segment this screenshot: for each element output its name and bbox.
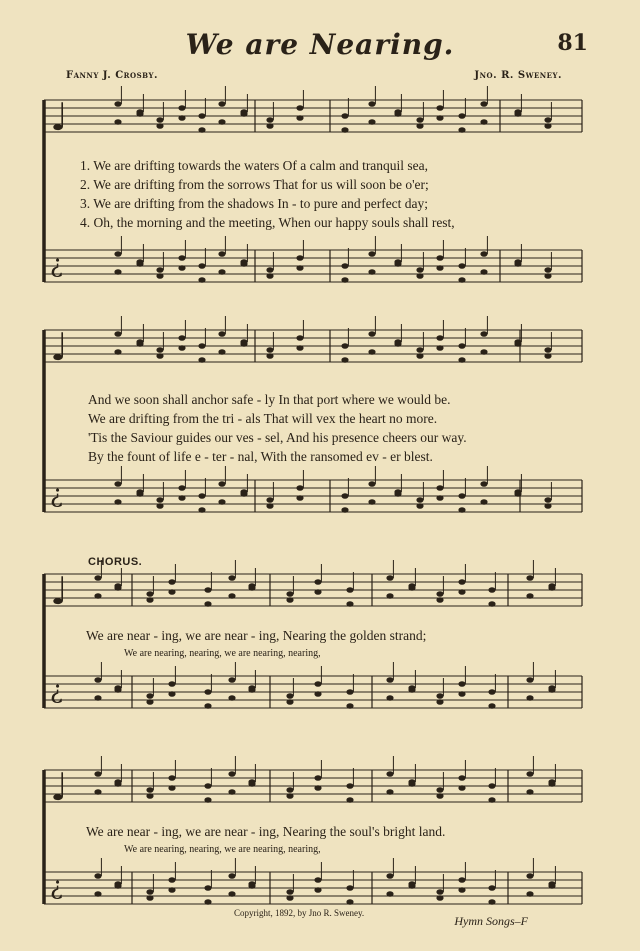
system-2-treble-note [394,341,401,347]
system-3-treble-note [248,585,255,591]
system-2-treble-note [266,347,273,353]
system-2-bass-clef: ¿ [50,480,63,508]
system-4-treble-note [204,797,211,803]
system-3-treble-note [386,593,393,599]
system-3-treble-note [548,585,555,591]
system-2-bass-note [436,485,443,491]
chorus-label: CHORUS. [88,556,143,568]
system-1-treble-note [480,101,487,107]
system-2-bass-note [240,491,247,497]
system-4-treble-note [94,771,101,777]
system-4-treble-note [204,783,211,789]
system-3-treble-note [526,575,533,581]
system-1-bass-note [341,263,348,269]
system-2-bass-note [296,495,303,501]
system-1-bass-note [458,263,465,269]
system-2-treble-note [240,341,247,347]
system-4-treble-note [168,785,175,791]
system-2-treble-note [368,331,375,337]
system-3-bass-note [204,703,211,709]
system-1-bass-note [156,267,163,273]
system-3-bass-note [436,699,443,705]
system-4-bass-note [346,899,353,905]
system-1-treble-note [436,115,443,121]
system-1-treble-note [514,111,521,117]
system-1-treble-note [266,117,273,123]
system-1-treble-note [136,111,143,117]
system-4-bass-note [386,891,393,897]
system-1-bass-note [178,265,185,271]
system-1-bass-note [296,255,303,261]
system-1-treble-note [198,127,205,133]
system-4-bass-note [168,887,175,893]
system-1-treble-note [436,105,443,111]
system-2-treble-clef: ♩ [50,325,68,369]
system-1-treble-note [156,123,163,129]
system-1-bass-note [436,265,443,271]
system-1-bass-clef: ¿ [50,250,63,278]
verse-1-line-2: And we soon shall anchor safe - ly In that port where we would be. [88,392,451,407]
system-3-bass-note [458,681,465,687]
system-3-bass-note [248,687,255,693]
copyright-notice: Copyright, 1892, by Jno R. Sweney. [234,908,365,918]
verse-1-line-1: 1. We are drifting towards the waters Of a calm and tranquil sea, [80,158,429,173]
system-2-bass-note [114,499,121,505]
chorus-line-2-bass: We are nearing, nearing, we are nearing, nearing, [124,844,321,855]
chorus-line-1-bass: We are nearing, nearing, we are nearing, nearing, [124,648,321,659]
system-3-treble-note [204,587,211,593]
system-4-treble-note [408,781,415,787]
system-1-treble-note [296,105,303,111]
system-2-bass-note [266,503,273,509]
system-4-bass-note [526,891,533,897]
system-2-bass-note [156,497,163,503]
system-1-treble-note [341,113,348,119]
system-2-treble-note [178,345,185,351]
system-1-bass-note [114,251,121,257]
system-3-treble-note [458,589,465,595]
system-1-treble-note [480,119,487,125]
system-4-bass-note [228,873,235,879]
system-4-bass-note [488,899,495,905]
system-3-bass-note [436,693,443,699]
system-1-treble-clef: ♩ [50,95,68,139]
system-2-treble-note [178,335,185,341]
composer-credit: Jno. R. Sweney. [474,70,562,81]
system-3-bass-note [458,691,465,697]
system-4-bass-note [168,877,175,883]
system-4-treble-note [314,785,321,791]
system-1-treble-note [458,127,465,133]
system-3-treble-note [286,597,293,603]
hymn-title: We are Nearing. [185,28,455,61]
system-3-treble-note [228,593,235,599]
system-2-bass-note [341,507,348,513]
system-4-bass-note [548,883,555,889]
system-3-treble-note [488,601,495,607]
system-2-treble-note [156,347,163,353]
system-3-treble-note [94,575,101,581]
system-3-bass-note [346,689,353,695]
system-1-treble-note [544,117,551,123]
system-4-treble-note [386,771,393,777]
system-1-treble-note [114,101,121,107]
system-2-treble-note [416,347,423,353]
system-4-treble-note [548,781,555,787]
system-1-bass-note [266,267,273,273]
system-1-bass-note [544,267,551,273]
system-4-bass-note [228,891,235,897]
system-2-bass-note [296,485,303,491]
system-3-treble-note [458,579,465,585]
system-1-bass-note [156,273,163,279]
system-2-treble-note [514,341,521,347]
system-3-treble-clef: ♩ [50,569,68,613]
system-1-treble-note [114,119,121,125]
system-2-treble-note [368,349,375,355]
system-4-treble-note [458,775,465,781]
system-1-bass-note [514,261,521,267]
system-2-treble-note [416,353,423,359]
verse-4-line-2: By the fount of life e - ter - nal, With the ransomed ev - er blest. [88,449,433,464]
system-4-treble-note [346,783,353,789]
system-3-treble-note [146,597,153,603]
system-3-bass-note [286,699,293,705]
system-1-bass-note [114,269,121,275]
system-4-treble-note [248,781,255,787]
system-1-treble-note [544,123,551,129]
system-1-treble-note [394,111,401,117]
system-2-treble-note [458,343,465,349]
author-credit: Fanny J. Crosby. [66,70,158,81]
system-3-treble-note [314,589,321,595]
system-3-treble-note [436,591,443,597]
system-2-bass-note [416,503,423,509]
system-2-bass-note [178,495,185,501]
system-2-bass-note [218,481,225,487]
system-4-treble-note [386,789,393,795]
system-1-treble-note [416,117,423,123]
system-3-bass-note [286,693,293,699]
system-3-bass-note [526,695,533,701]
system-4-treble-note [168,775,175,781]
system-3-bass-note [228,695,235,701]
system-1-bass-note [136,261,143,267]
system-1-treble-note [198,113,205,119]
system-4-bass-note [286,889,293,895]
system-1-treble-note [178,105,185,111]
system-4-treble-note [488,797,495,803]
system-4-bass-note [114,883,121,889]
system-1-treble-note [218,119,225,125]
system-2-bass-note [544,497,551,503]
system-3-treble-note [346,601,353,607]
system-3-bass-note [204,689,211,695]
system-4-bass-clef: ¿ [50,872,63,900]
system-4-treble-note [526,789,533,795]
system-2-bass-note [368,481,375,487]
system-3-treble-note [436,597,443,603]
system-4-bass-note [346,885,353,891]
system-4-treble-clef: ♩ [50,765,68,809]
system-4-treble-note [114,781,121,787]
verse-3-line-1: 3. We are drifting from the shadows In - to pure and perfect day; [80,196,429,211]
system-3-treble-note [314,579,321,585]
system-2-treble-note [218,331,225,337]
system-1-bass-note [240,261,247,267]
system-3-bass-note [146,693,153,699]
system-2-treble-note [114,331,121,337]
system-3-bass-note [526,677,533,683]
system-3-treble-note [526,593,533,599]
system-1-bass-note [266,273,273,279]
system-4-treble-note [526,771,533,777]
system-2-treble-note [341,357,348,363]
system-4-treble-note [436,793,443,799]
system-1-bass-note [416,267,423,273]
system-2-bass-note [480,499,487,505]
system-2-bass-note [266,497,273,503]
verse-2-line-1: 2. We are drifting from the sorrows That for us will soon be o'er; [80,177,429,192]
system-2-treble-note [114,349,121,355]
system-3-bass-note [114,687,121,693]
system-4-treble-note [314,775,321,781]
system-1-treble-note [266,123,273,129]
system-4-bass-note [94,891,101,897]
system-4-bass-note [146,895,153,901]
system-3-bass-note [94,695,101,701]
system-4-bass-note [248,883,255,889]
system-2-bass-note [218,499,225,505]
system-4-treble-note [228,789,235,795]
system-1-treble-note [416,123,423,129]
system-2-treble-note [198,343,205,349]
system-2-bass-note [544,503,551,509]
system-3-treble-note [204,601,211,607]
system-2-bass-note [458,507,465,513]
system-3-bass-note [314,681,321,687]
system-4-bass-note [204,885,211,891]
system-2-bass-note [198,493,205,499]
system-2-bass-note [458,493,465,499]
system-1-treble-note [368,101,375,107]
system-2-bass-note [368,499,375,505]
system-4-bass-note [386,873,393,879]
system-3-bass-note [488,689,495,695]
system-3-treble-note [146,591,153,597]
chorus-line-1: We are near - ing, we are near - ing, Nearing the golden strand; [86,628,427,643]
system-4-treble-note [146,793,153,799]
system-3-bass-note [168,681,175,687]
system-4-bass-note [526,873,533,879]
system-4-treble-note [228,771,235,777]
system-3-bass-note [314,691,321,697]
system-2-bass-note [136,491,143,497]
system-2-treble-note [480,349,487,355]
system-1-bass-note [341,277,348,283]
system-2-bass-note [416,497,423,503]
system-2-treble-note [436,345,443,351]
system-1-treble-note [296,115,303,121]
system-3-treble-note [228,575,235,581]
system-4-bass-note [458,887,465,893]
system-3-treble-note [488,587,495,593]
system-2-treble-note [436,335,443,341]
system-1-bass-note [218,269,225,275]
system-1-bass-note [296,265,303,271]
verse-2-line-2: We are drifting from the tri - als That will vex the heart no more. [88,411,438,426]
system-1-bass-note [416,273,423,279]
system-4-bass-note [94,873,101,879]
system-1-bass-note [198,277,205,283]
system-3-bass-note [168,691,175,697]
system-3-treble-note [168,589,175,595]
system-1-bass-note [480,269,487,275]
verse-3-line-2: 'Tis the Saviour guides our ves - sel, And his presence cheers our way. [88,430,467,445]
page-number: 81 [557,30,588,56]
system-1-bass-note [544,273,551,279]
system-1-bass-note [368,251,375,257]
system-2-bass-note [198,507,205,513]
system-2-treble-note [296,345,303,351]
system-2-bass-note [341,493,348,499]
system-1-bass-note [394,261,401,267]
system-1-bass-note [458,277,465,283]
system-2-bass-note [394,491,401,497]
hymnbook-mark: Hymn Songs–F [454,914,528,928]
system-3-bass-note [94,677,101,683]
system-3-bass-note [548,687,555,693]
system-4-treble-note [146,787,153,793]
system-1-treble-note [178,115,185,121]
system-2-treble-note [136,341,143,347]
system-4-bass-note [458,877,465,883]
system-1-bass-note [436,255,443,261]
system-1-bass-note [480,251,487,257]
system-2-treble-note [544,347,551,353]
system-3-treble-note [168,579,175,585]
system-1-treble-note [156,117,163,123]
system-4-treble-note [286,787,293,793]
system-2-treble-note [341,343,348,349]
system-2-treble-note [458,357,465,363]
system-1-treble-note [240,111,247,117]
system-3-treble-note [386,575,393,581]
system-4-bass-note [314,877,321,883]
system-4-bass-note [314,887,321,893]
system-4-bass-note [146,889,153,895]
system-4-treble-note [488,783,495,789]
system-2-treble-note [480,331,487,337]
system-3-bass-note [386,695,393,701]
system-2-bass-note [114,481,121,487]
system-3-bass-clef: ¿ [50,676,63,704]
chorus-line-2: We are near - ing, we are near - ing, Nearing the soul's bright land. [86,824,446,839]
system-2-treble-note [156,353,163,359]
system-4-treble-note [94,789,101,795]
system-3-bass-note [408,687,415,693]
system-2-treble-note [198,357,205,363]
system-1-bass-note [178,255,185,261]
system-1-treble-note [368,119,375,125]
system-3-bass-note [346,703,353,709]
system-2-treble-note [296,335,303,341]
system-3-treble-note [94,593,101,599]
system-4-treble-note [436,787,443,793]
system-3-bass-note [146,699,153,705]
system-2-bass-note [480,481,487,487]
system-2-bass-note [514,491,521,497]
system-4-bass-note [204,899,211,905]
system-3-treble-note [114,585,121,591]
system-2-bass-note [436,495,443,501]
system-1-bass-note [198,263,205,269]
system-3-bass-note [488,703,495,709]
system-2-bass-note [178,485,185,491]
system-4-bass-note [408,883,415,889]
system-4-bass-note [488,885,495,891]
verse-4-line-1: 4. Oh, the morning and the meeting, When our happy souls shall rest, [80,215,455,230]
system-3-bass-note [386,677,393,683]
system-2-treble-note [544,353,551,359]
system-3-treble-note [346,587,353,593]
system-4-bass-note [436,895,443,901]
system-1-bass-note [218,251,225,257]
system-2-treble-note [218,349,225,355]
system-4-treble-note [458,785,465,791]
system-1-treble-note [341,127,348,133]
system-2-treble-note [266,353,273,359]
system-4-treble-note [346,797,353,803]
system-2-bass-note [156,503,163,509]
system-1-treble-note [458,113,465,119]
system-4-bass-note [436,889,443,895]
system-3-treble-note [286,591,293,597]
system-4-bass-note [286,895,293,901]
system-1-treble-note [218,101,225,107]
system-1-bass-note [368,269,375,275]
system-3-bass-note [228,677,235,683]
system-4-treble-note [286,793,293,799]
system-3-treble-note [408,585,415,591]
